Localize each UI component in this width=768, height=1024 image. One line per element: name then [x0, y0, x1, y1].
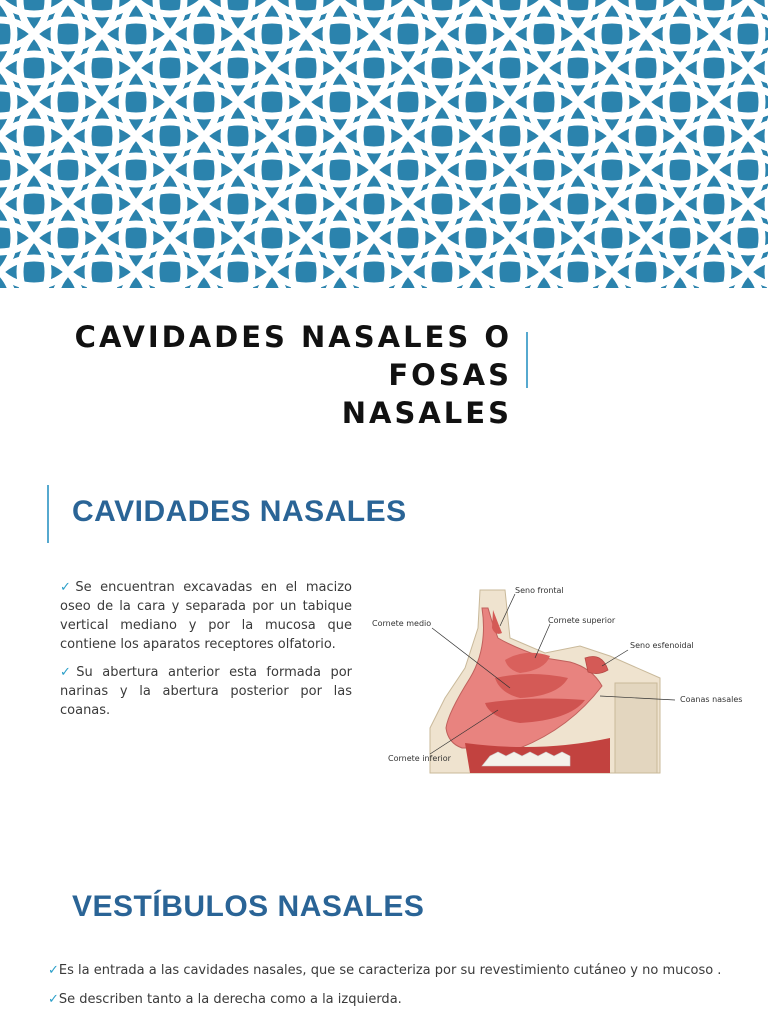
section-heading-cavidades: CAVIDADES NASALES — [72, 495, 407, 528]
label-seno-esfenoidal: Seno esfenoidal — [630, 641, 694, 650]
label-cornete-medio: Cornete medio — [372, 619, 432, 628]
label-coanas-nasales: Coanas nasales — [680, 695, 743, 704]
header-pattern — [0, 0, 768, 288]
title-divider — [526, 332, 528, 388]
check-icon: ✓ — [60, 665, 77, 680]
check-icon: ✓ — [60, 580, 76, 595]
bullet-text: Se encuentran excavadas en el macizo oseo de la cara y separada por un tabique vertical mediano y por la mucosa que contiene los aparatos receptores olfatorio. — [60, 580, 352, 652]
section1-bullets — [60, 578, 352, 729]
bullet-item — [48, 961, 728, 980]
bullet-item — [60, 663, 352, 720]
section-divider — [47, 485, 49, 543]
check-icon: ✓ — [48, 963, 59, 978]
nasal-cavity-diagram — [370, 578, 750, 778]
bullet-text: Su abertura anterior esta formada por narinas y la abertura posterior por las coanas. — [60, 665, 352, 718]
title-block — [0, 288, 768, 448]
page-title — [32, 318, 512, 432]
page-title-line1: CAVIDADES NASALES O FOSAS — [74, 320, 512, 392]
label-cornete-superior: Cornete superior — [548, 616, 616, 625]
bullet-item — [48, 990, 728, 1009]
bullet-text: Es la entrada a las cavidades nasales, que se caracteriza por su revestimiento cutáneo y no mucoso . — [58, 963, 722, 978]
page-title-line2: NASALES — [341, 396, 512, 430]
bullet-text: Se describen tanto a la derecha como a la izquierda. — [58, 992, 402, 1007]
label-seno-frontal: Seno frontal — [515, 586, 564, 595]
label-cornete-inferior: Cornete inferior — [388, 754, 451, 763]
section2-bullets — [48, 961, 728, 1019]
bullet-item — [60, 578, 352, 654]
check-icon: ✓ — [48, 992, 59, 1007]
section-heading-vestibulos: VESTÍBULOS NASALES — [72, 890, 425, 923]
